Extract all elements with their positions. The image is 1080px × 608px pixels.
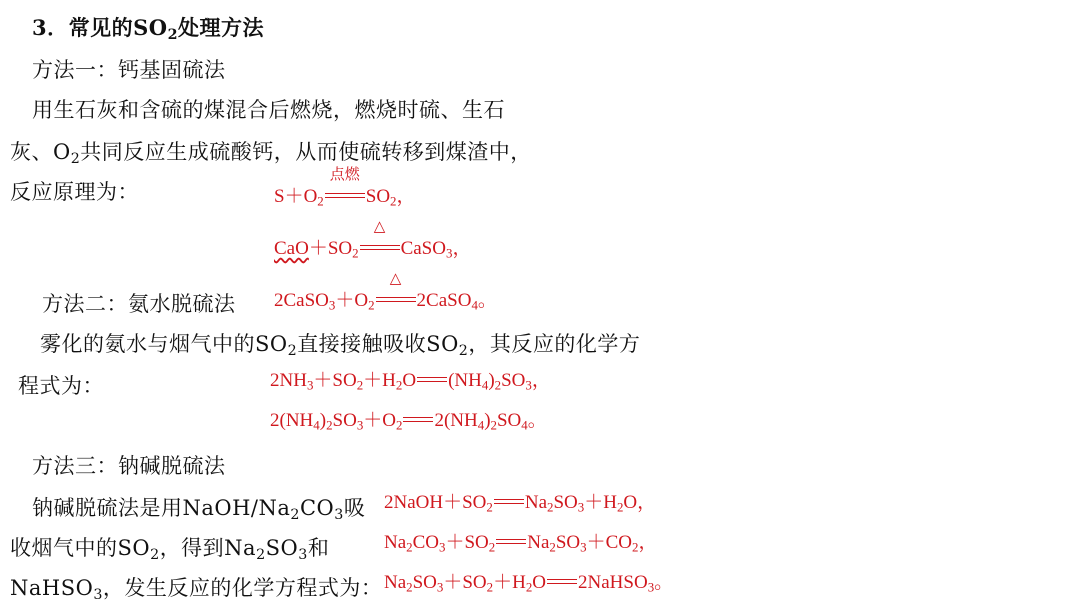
method1-equation-3: $2CaSO_3+O_2$ △ 2CaSO$_4$。 xyxy=(274,271,497,313)
method2-line2: 程式为： xyxy=(18,374,104,398)
equals-sign xyxy=(494,499,524,504)
method1-equation-2: $CaO+SO_2$ △ CaSO$_3$， xyxy=(274,219,472,261)
method2-equation-1: $2NH_3+SO_2+H_2O$ $(NH_4)_2SO_3$， xyxy=(270,370,551,393)
equals-sign xyxy=(547,579,577,584)
method3-line3: NaHSO$_3$，发生反应的化学方程式为： xyxy=(10,576,383,603)
method3-equation-3: $Na_2SO_3+SO_2+H_2O$ 2NaHSO$_3$。 xyxy=(384,572,674,595)
equals-sign xyxy=(496,539,526,544)
method1-line3: 反应原理为： xyxy=(10,180,139,204)
method3-equation-2: $Na_2CO_3+SO_2$ $Na_2SO_3+CO_2$， xyxy=(384,532,658,555)
method2-title: 方法二：氨水脱硫法 xyxy=(42,292,236,316)
method3-line2: 收烟气中的$SO_2$，得到$Na_2SO_3$和 xyxy=(10,536,330,563)
method1-title: 方法一：钙基固硫法 xyxy=(32,58,226,82)
equals-sign xyxy=(403,417,433,422)
reaction-condition: △ xyxy=(375,288,417,314)
method3-equation-1: $2NaOH+SO_2$ $Na_2SO_3+H_2O$， xyxy=(384,492,657,515)
method3-title: 方法三：钠碱脱硫法 xyxy=(32,454,226,478)
method1-line1: 用生石灰和含硫的煤混合后燃烧，燃烧时硫、生石 xyxy=(32,98,505,122)
method2-equation-2: $2(NH_4)_2SO_3+O_2$ $2(NH_4)_2SO_4$。 xyxy=(270,410,547,433)
method3-line1: 钠碱脱硫法是用NaOH/$Na_2CO_3$吸 xyxy=(32,496,366,523)
method2-line1: 雾化的氨水与烟气中的$SO_2$直接接触吸收$SO_2$，其反应的化学方 xyxy=(40,332,641,359)
method1-equation-1: $S+O_2$ 点燃 $SO_2$， xyxy=(274,167,416,209)
equals-sign xyxy=(417,377,447,382)
method1-line2: 灰、$O_2$共同反应生成硫酸钙，从而使硫转移到煤渣中， xyxy=(10,140,532,167)
section-heading: 3．常见的$SO_2$处理方法 xyxy=(32,15,265,43)
reaction-condition: 点燃 xyxy=(324,184,366,210)
reaction-condition: △ xyxy=(359,236,401,262)
